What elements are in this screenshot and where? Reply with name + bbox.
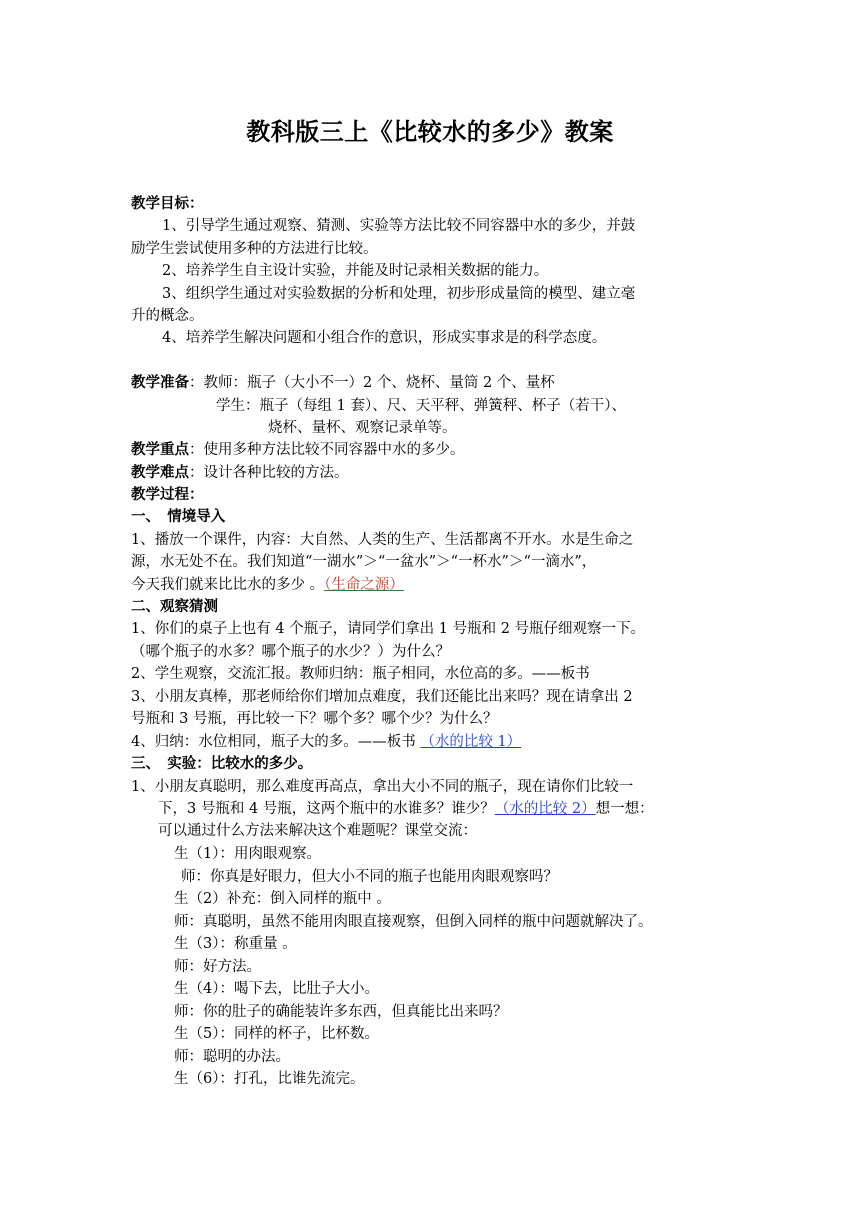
s2-line-4: 3、小朋友真棒，那老师给你们增加点难度，我们还能比出来吗？现在请拿出 2 xyxy=(131,689,633,705)
goal-3-line-1: 3、组织学生通过对实验数据的分析和处理，初步形成量筒的模型、建立毫 xyxy=(162,286,636,302)
goal-4: 4、培养学生解决问题和小组合作的意识，形成实事求是的科学态度。 xyxy=(162,330,607,346)
section-3-heading: 三、 实验：比较水的多少。 xyxy=(131,756,313,772)
dialogue-3: 生（2）补充：倒入同样的瓶中 。 xyxy=(174,891,391,907)
document-title: 教科版三上《比较水的多少》教案 xyxy=(246,118,614,146)
section-2-heading: 二、观察猜测 xyxy=(131,599,218,615)
prep-heading: 教学准备 xyxy=(131,375,189,391)
difficulty-point xyxy=(131,462,736,484)
s2-line-5: 号瓶和 3 号瓶，再比较一下？哪个多？哪个少？为什么？ xyxy=(131,711,498,727)
s3-line-2-text: 下，3 号瓶和 4 号瓶，这两个瓶中的水谁多？谁少？ xyxy=(158,801,495,817)
key-heading: 教学重点 xyxy=(131,442,189,458)
s1-line-1: 1、播放一个课件，内容：大自然、人类的生产、生活都离不开水。水是生命之 xyxy=(131,532,634,548)
difficulty-heading: 教学难点 xyxy=(131,465,189,481)
s3-line-1: 1、小朋友真聪明，那么难度再高点，拿出大小不同的瓶子，现在请你们比较一 xyxy=(131,779,634,795)
goal-1-line-1: 1、引导学生通过观察、猜测、实验等方法比较不同容器中水的多少，并鼓 xyxy=(162,218,636,234)
dialogue-2: 师：你真是好眼力，但大小不同的瓶子也能用肉眼观察吗？ xyxy=(181,869,558,885)
prep-colon: ： xyxy=(189,375,204,391)
goal-2: 2、培养学生自主设计实验，并能及时记录相关数据的能力。 xyxy=(162,263,549,279)
goals-heading: 教学目标： xyxy=(131,196,204,212)
dialogue-10: 师：聪明的办法。 xyxy=(174,1049,290,1065)
s1-line-3-text: 今天我们就来比比水的多少 。 xyxy=(131,577,325,593)
s1-line-3 xyxy=(131,574,736,596)
link-water-compare-1[interactable]: （水的比较 1） xyxy=(420,734,522,750)
dialogue-11: 生（6）：打孔，比谁先流完。 xyxy=(174,1071,365,1087)
section-1-heading: 一、 情境导入 xyxy=(131,509,226,525)
prep-teacher: 教师：瓶子（大小不一）2 个、烧杯、量筒 2 个、量杯 xyxy=(203,375,555,391)
s3-line-2 xyxy=(158,798,763,820)
key-point xyxy=(131,439,736,461)
s2-line-1: 1、你们的桌子上也有 4 个瓶子，请同学们拿出 1 号瓶和 2 号瓶仔细观察一下。 xyxy=(131,621,646,637)
dialogue-5: 生（3）：称重量 。 xyxy=(174,936,297,952)
s3-line-3: 可以通过什么方法来解决这个难题呢？课堂交流： xyxy=(158,823,477,839)
dialogue-4: 师：真聪明，虽然不能用肉眼直接观察，但倒入同样的瓶中问题就解决了。 xyxy=(174,914,653,930)
prep-teacher-line xyxy=(131,372,736,394)
link-water-compare-2[interactable]: （水的比较 2） xyxy=(494,801,596,817)
key-text: ：使用多种方法比较不同容器中水的多少。 xyxy=(189,442,465,458)
goal-3-line-2: 升的概念。 xyxy=(131,308,204,324)
process-heading: 教学过程： xyxy=(131,487,204,503)
dialogue-8: 师：你的肚子的确能装许多东西，但真能比出来吗？ xyxy=(174,1004,508,1020)
dialogue-9: 生（5）：同样的杯子，比杯数。 xyxy=(174,1026,379,1042)
link-source-of-life[interactable]: （生命之源） xyxy=(324,577,404,593)
s1-line-2: 源，水无处不在。我们知道“一湖水”＞“一盆水”＞“一杯水”＞“一滴水”， xyxy=(131,554,597,570)
difficulty-text: ：设计各种比较的方法。 xyxy=(189,465,349,481)
s2-line-6-text: 4、归纳：水位相同，瓶子大的多。——板书 xyxy=(131,734,421,750)
prep-student-line-2: 烧杯、量杯、观察记录单等。 xyxy=(268,420,457,436)
s2-line-3: 2、学生观察，交流汇报。教师归纳：瓶子相同，水位高的多。——板书 xyxy=(131,666,590,682)
dialogue-1: 生（1）：用肉眼观察。 xyxy=(174,846,321,862)
dialogue-7: 生（4）：喝下去，比肚子大小。 xyxy=(174,981,379,997)
s3-line-2-tail: 想一想： xyxy=(595,801,654,817)
goal-1-line-2: 励学生尝试使用多种的方法进行比较。 xyxy=(131,241,378,257)
s2-line-2: （哪个瓶子的水多？哪个瓶子的水少？）为什么？ xyxy=(131,644,450,660)
prep-student-line-1: 学生：瓶子（每组 1 套）、尺、天平秤、弹簧秤、杯子（若干）、 xyxy=(216,398,626,414)
s2-line-6 xyxy=(131,731,736,753)
dialogue-6: 师：好方法。 xyxy=(174,959,261,975)
